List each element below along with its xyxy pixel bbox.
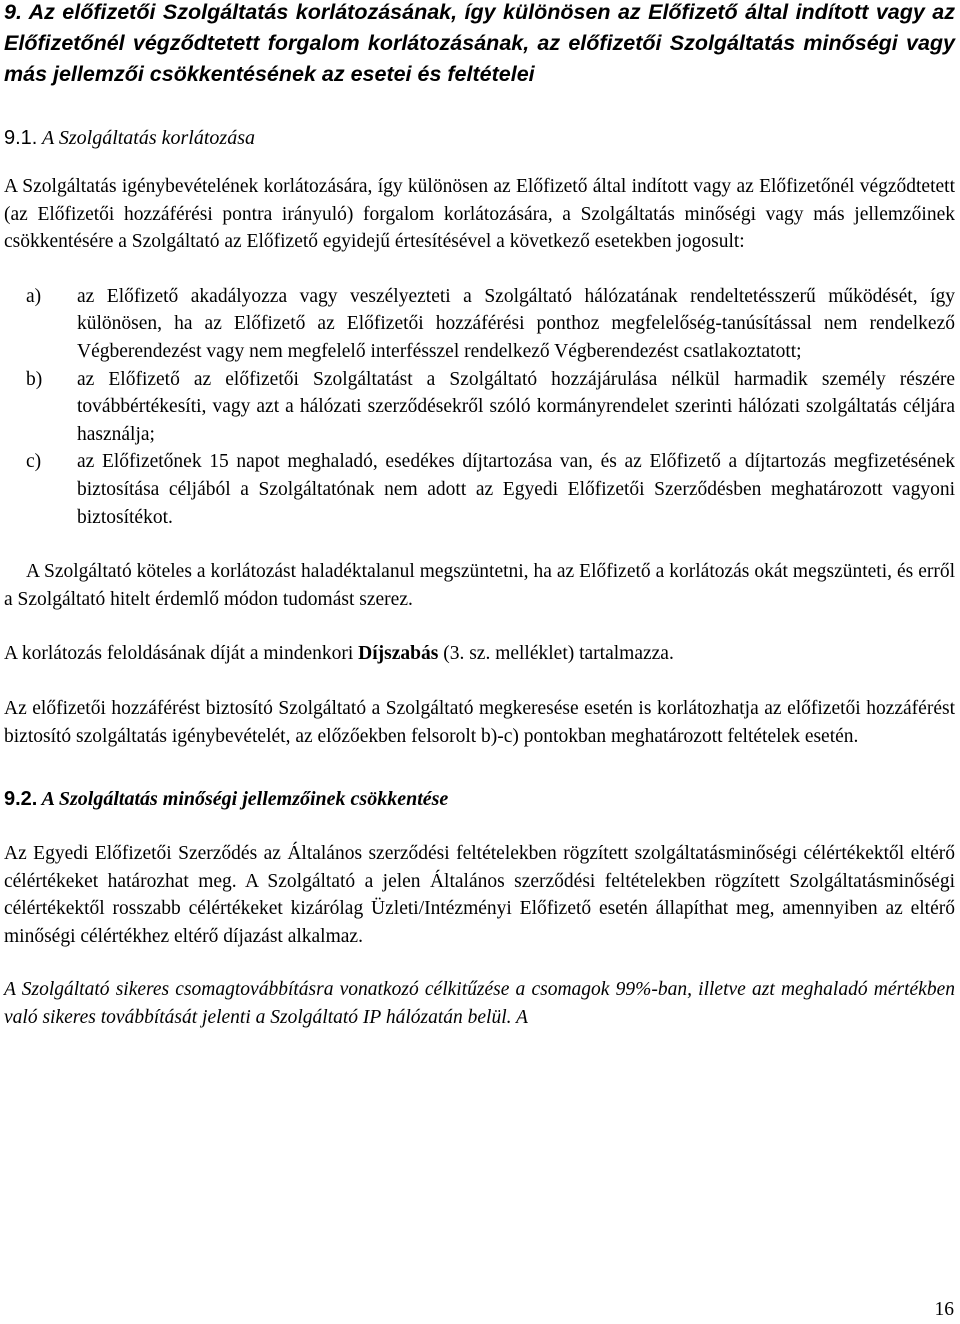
lift-restriction-paragraph: A Szolgáltató köteles a korlátozást haladéktalanul megszüntetni, ha az Előfizető a korlátozás okát megszünteti, és erről a Szolgáltató hitelt érdemlő módon tudomást szerez. — [4, 561, 955, 610]
list-item-marker: c) — [26, 451, 42, 473]
section-9-1-title: A Szolgáltatás korlátozása — [42, 127, 255, 149]
list-item — [4, 283, 955, 366]
fee-text-pre: A korlátozás feloldásának díját a mindenkori — [4, 643, 359, 665]
section-9-2-heading — [4, 785, 955, 813]
restriction-cases-list — [4, 283, 955, 531]
fee-paragraph — [4, 640, 955, 668]
section-9-heading: 9. Az előfizetői Szolgáltatás korlátozásának, így különösen az Előfizető által indított vagy az Előfizetőnél végződtetett forgalom korlátozásának, az előfizetői Szolgáltatás minőségi vagy más jellemzői csökkentésének az esetei és feltételei — [4, 0, 955, 86]
fee-text-post: (3. sz. melléklet) tartalmazza. — [438, 643, 674, 665]
access-provider-paragraph: Az előfizetői hozzáférést biztosító Szolgáltató a Szolgáltató megkeresése esetén is korlátozhatja az előfizetői hozzáférést biztosító szolgáltatás igénybevételét, az előzőekben felsorolt b)-c) pontokban meghatározott feltételek esetén. — [4, 697, 955, 747]
list-item-text: az Előfizető az előfizetői Szolgáltatást a Szolgáltató hozzájárulása nélkül harmadik személy részére továbbértékesíti, vagy azt a hálózati szerződésekről szóló kormányrendelet szerinti hálózati szolgáltatás céljára használja; — [77, 368, 955, 445]
document-page — [4, 0, 955, 1032]
list-item — [4, 448, 955, 531]
section-9-1-heading — [4, 124, 955, 152]
list-item-marker: b) — [26, 368, 43, 390]
section-9-1-intro: A Szolgáltatás igénybevételének korlátozására, így különösen az Előfizető által indított vagy az Előfizetőnél végződtetett (az Előfizetői hozzáférési pontra irányuló) forgalom korlátozására, a Szolgáltatás minőségi vagy más jellemzőinek csökkentésére a Szolgáltató az Előfizető egyidejű értesítésével a következő esetekben jogosult: — [4, 176, 955, 253]
section-9-2-number: 9.2. — [4, 788, 38, 811]
fee-schedule-reference: Díjszabás — [358, 643, 439, 665]
page-number: 16 — [934, 1299, 954, 1320]
list-item-text: az Előfizetőnek 15 napot meghaladó, esedékes díjtartozása van, és az Előfizető a díjtartozás megfizetésének biztosítása céljából a Szolgáltatónak nem adott az Egyedi Előfizetői Szerződésben meghatározott vagyoni biztosítékot. — [77, 451, 955, 528]
list-item-text: az Előfizető akadályozza vagy veszélyezteti a Szolgáltató hálózatának rendeltetésszerű működését, így különösen, ha az Előfizető az Előfizetői hozzáférési ponthoz megfelelőség-tanúsítással nem rendelkező Végberendezést vagy nem megfelelő interfésszel rendelkező Végberendezést csatlakoztatott; — [77, 285, 955, 362]
section-9-1-number: 9.1. — [4, 127, 38, 149]
list-item-marker: a) — [26, 285, 42, 307]
section-9-2-paragraph-2: A Szolgáltató sikeres csomagtovábbításra vonatkozó célkitűzése a csomagok 99%-ban, illetve azt meghaladó mértékben való sikeres továbbítását jelenti a Szolgáltató IP hálózatán belül. A — [4, 979, 955, 1029]
section-9-2-title: A Szolgáltatás minőségi jellemzőinek csökkentése — [41, 788, 449, 811]
list-item — [4, 366, 955, 449]
section-9-2-paragraph-1: Az Egyedi Előfizetői Szerződés az Általános szerződési feltételekben rögzített szolgáltatásminőségi célértékektől eltérő célértékeket határozhat meg. A Szolgáltató a jelen Általános szerződési feltételekben rögzített Szolgáltatásminőségi célértékektől rosszabb célértékeket kizárólag Üzleti/Intézményi Előfizető esetén állapíthat meg, amennyiben az eltérő minőségi célértékhez eltérő díjazást alkalmaz. — [4, 843, 955, 947]
